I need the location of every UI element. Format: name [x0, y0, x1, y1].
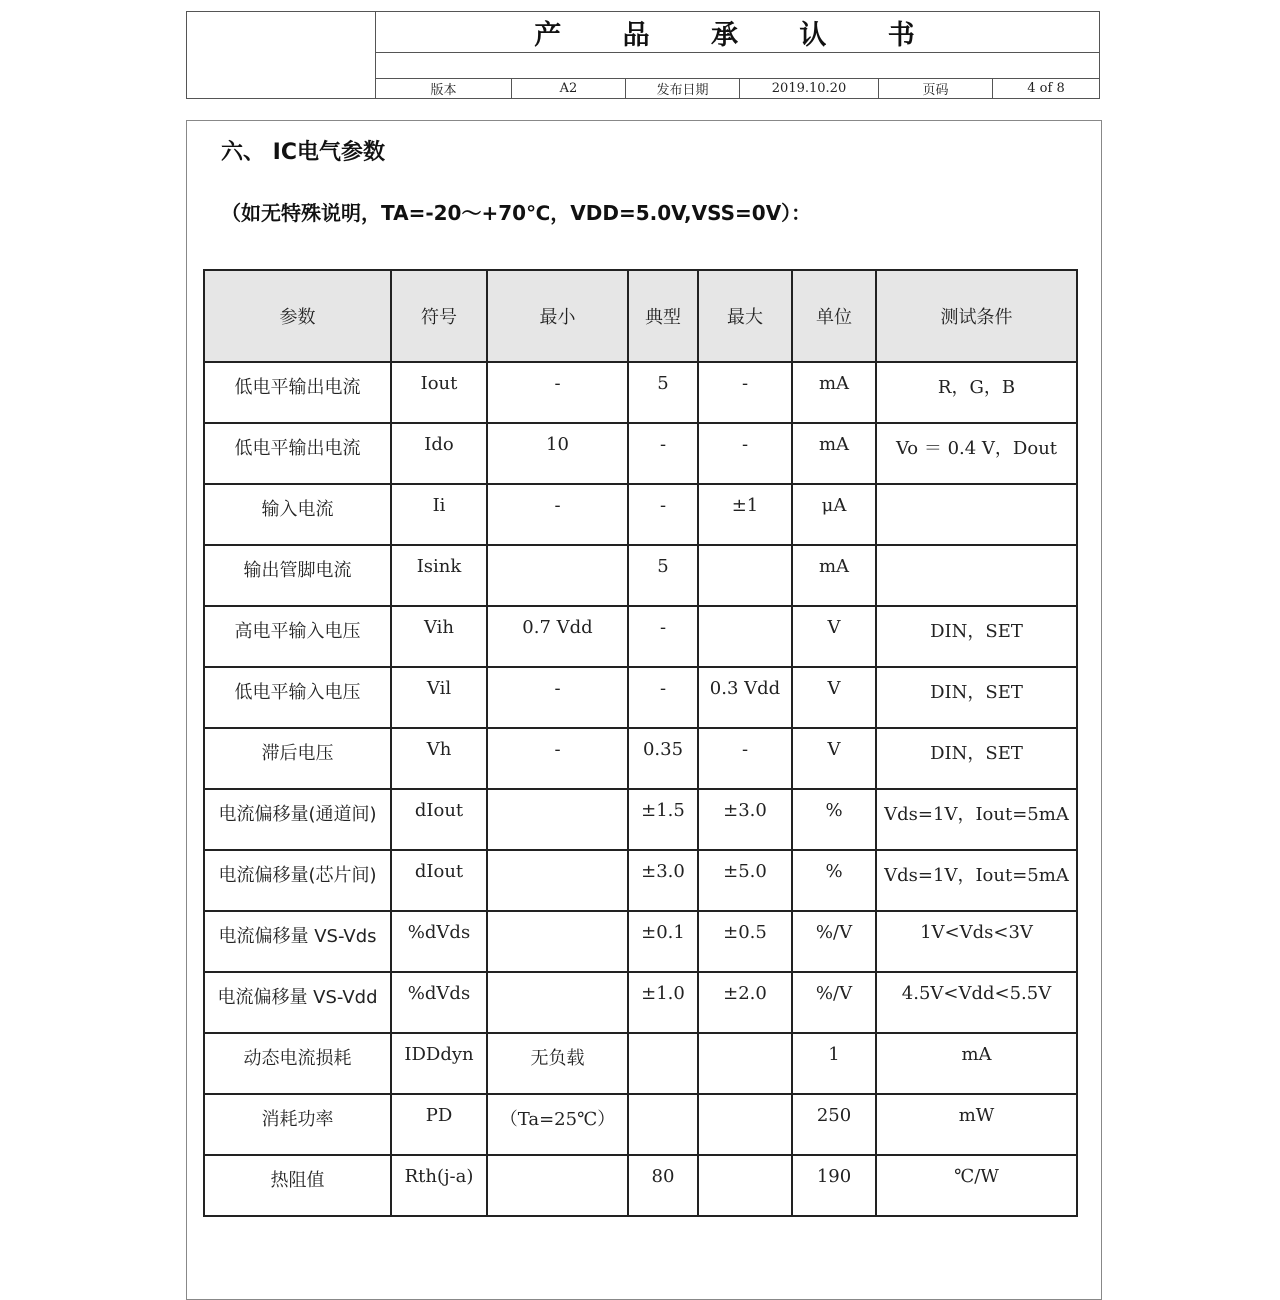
symbol-cell: dIout — [391, 789, 487, 850]
min-cell — [487, 789, 628, 850]
typical-cell: ±3.0 — [628, 850, 698, 911]
test-conditions-note: （如无特殊说明，TA=-20～+70℃，VDD=5.0V,VSS=0V）： — [221, 201, 812, 225]
table-row — [204, 728, 1077, 789]
min-cell: （Ta=25℃） — [487, 1094, 628, 1155]
param-name-cell: 低电平输入电压 — [204, 667, 391, 728]
unit-cell: mA — [792, 545, 876, 606]
condition-cell: 4.5V<Vdd<5.5V — [876, 972, 1077, 1033]
section-heading: 六、 IC电气参数 — [221, 140, 385, 165]
symbol-cell: Iout — [391, 362, 487, 423]
param-name-cell: 输出管脚电流 — [204, 545, 391, 606]
unit-cell: %/V — [792, 972, 876, 1033]
param-name-cell: 电流偏移量(通道间) — [204, 789, 391, 850]
max-cell: ±2.0 — [698, 972, 792, 1033]
max-cell: - — [698, 362, 792, 423]
min-cell: 10 — [487, 423, 628, 484]
condition-cell: mW — [876, 1094, 1077, 1155]
unit-cell: 190 — [792, 1155, 876, 1216]
typical-cell: ±1.0 — [628, 972, 698, 1033]
table-row — [204, 972, 1077, 1033]
release-date-label: 发布日期 — [626, 78, 740, 98]
max-cell — [698, 606, 792, 667]
min-cell — [487, 911, 628, 972]
min-cell: 0.7 Vdd — [487, 606, 628, 667]
min-cell — [487, 545, 628, 606]
symbol-cell: Vih — [391, 606, 487, 667]
condition-cell: Vds=1V，Iout=5mA — [876, 789, 1077, 850]
unit-cell: μA — [792, 484, 876, 545]
table-row — [204, 789, 1077, 850]
version-label: 版本 — [376, 78, 512, 98]
param-header: 参数 — [204, 270, 391, 362]
param-name-cell: 动态电流损耗 — [204, 1033, 391, 1094]
param-name-cell: 高电平输入电压 — [204, 606, 391, 667]
page-label: 页码 — [879, 78, 993, 98]
typical-cell: - — [628, 423, 698, 484]
typical-cell: 80 — [628, 1155, 698, 1216]
table-row — [204, 911, 1077, 972]
max-cell: - — [698, 728, 792, 789]
param-name-cell: 滞后电压 — [204, 728, 391, 789]
symbol-cell: dIout — [391, 850, 487, 911]
symbol-header: 符号 — [391, 270, 487, 362]
symbol-cell: Isink — [391, 545, 487, 606]
max-cell: ±0.5 — [698, 911, 792, 972]
condition-cell: R，G，B — [876, 362, 1077, 423]
condition-cell: ℃/W — [876, 1155, 1077, 1216]
min-cell: 无负载 — [487, 1033, 628, 1094]
unit-cell: V — [792, 728, 876, 789]
condition-cell — [876, 545, 1077, 606]
max-cell — [698, 1094, 792, 1155]
param-name-cell: 低电平输出电流 — [204, 423, 391, 484]
typical-cell: 5 — [628, 362, 698, 423]
unit-cell: 1 — [792, 1033, 876, 1094]
typical-cell — [628, 1094, 698, 1155]
typical-cell: - — [628, 667, 698, 728]
symbol-cell: Ido — [391, 423, 487, 484]
unit-cell: % — [792, 850, 876, 911]
release-date-value: 2019.10.20 — [740, 78, 879, 98]
document-title: 产 品 承 认 书 — [376, 12, 1099, 53]
table-row — [204, 362, 1077, 423]
symbol-cell: Ii — [391, 484, 487, 545]
max-cell: ±1 — [698, 484, 792, 545]
typical-header: 典型 — [628, 270, 698, 362]
table-row — [204, 1033, 1077, 1094]
min-cell: - — [487, 362, 628, 423]
condition-header: 测试条件 — [876, 270, 1077, 362]
max-cell: 0.3 Vdd — [698, 667, 792, 728]
unit-cell: V — [792, 606, 876, 667]
typical-cell: ±0.1 — [628, 911, 698, 972]
min-cell: - — [487, 484, 628, 545]
max-cell: ±3.0 — [698, 789, 792, 850]
table-row — [204, 423, 1077, 484]
min-cell — [487, 1155, 628, 1216]
symbol-cell: %dVds — [391, 972, 487, 1033]
max-cell: - — [698, 423, 792, 484]
typical-cell: 0.35 — [628, 728, 698, 789]
table-row — [204, 484, 1077, 545]
param-name-cell: 热阻值 — [204, 1155, 391, 1216]
unit-cell: 250 — [792, 1094, 876, 1155]
table-header-row — [204, 270, 1077, 362]
min-cell — [487, 850, 628, 911]
symbol-cell: IDDdyn — [391, 1033, 487, 1094]
symbol-cell: %dVds — [391, 911, 487, 972]
typical-cell: - — [628, 606, 698, 667]
unit-cell: V — [792, 667, 876, 728]
version-value: A2 — [512, 78, 626, 98]
max-header: 最大 — [698, 270, 792, 362]
symbol-cell: Rth(j-a) — [391, 1155, 487, 1216]
typical-cell: 5 — [628, 545, 698, 606]
symbol-cell: PD — [391, 1094, 487, 1155]
min-cell: - — [487, 667, 628, 728]
param-name-cell: 低电平输出电流 — [204, 362, 391, 423]
max-cell — [698, 1033, 792, 1094]
condition-cell — [876, 484, 1077, 545]
logo-area — [187, 12, 376, 98]
min-cell: - — [487, 728, 628, 789]
param-name-cell: 消耗功率 — [204, 1094, 391, 1155]
table-row — [204, 545, 1077, 606]
symbol-cell: Vh — [391, 728, 487, 789]
condition-cell: DIN，SET — [876, 728, 1077, 789]
max-cell — [698, 545, 792, 606]
min-cell — [487, 972, 628, 1033]
param-name-cell: 电流偏移量(芯片间) — [204, 850, 391, 911]
condition-cell: 1V<Vds<3V — [876, 911, 1077, 972]
document-header — [186, 11, 1100, 99]
table-row — [204, 1155, 1077, 1216]
condition-cell: Vo ＝ 0.4 V，Dout — [876, 423, 1077, 484]
table-body — [204, 362, 1077, 1216]
typical-cell: - — [628, 484, 698, 545]
unit-cell: % — [792, 789, 876, 850]
unit-cell: mA — [792, 423, 876, 484]
max-cell: ±5.0 — [698, 850, 792, 911]
condition-cell: mA — [876, 1033, 1077, 1094]
unit-header: 单位 — [792, 270, 876, 362]
condition-cell: DIN，SET — [876, 606, 1077, 667]
param-name-cell: 电流偏移量 VS-Vdd — [204, 972, 391, 1033]
table-row — [204, 667, 1077, 728]
header-meta-row — [376, 78, 1099, 98]
table-row — [204, 850, 1077, 911]
condition-cell: Vds=1V，Iout=5mA — [876, 850, 1077, 911]
page-value: 4 of 8 — [1027, 80, 1065, 96]
typical-cell — [628, 1033, 698, 1094]
min-header: 最小 — [487, 270, 628, 362]
header-blank-row — [376, 52, 1099, 79]
condition-cell: DIN，SET — [876, 667, 1077, 728]
max-cell — [698, 1155, 792, 1216]
param-name-cell: 输入电流 — [204, 484, 391, 545]
param-name-cell: 电流偏移量 VS-Vds — [204, 911, 391, 972]
table-row — [204, 606, 1077, 667]
unit-cell: %/V — [792, 911, 876, 972]
typical-cell: ±1.5 — [628, 789, 698, 850]
unit-cell: mA — [792, 362, 876, 423]
symbol-cell: Vil — [391, 667, 487, 728]
table-row — [204, 1094, 1077, 1155]
ic-parameter-table — [203, 269, 1078, 1217]
